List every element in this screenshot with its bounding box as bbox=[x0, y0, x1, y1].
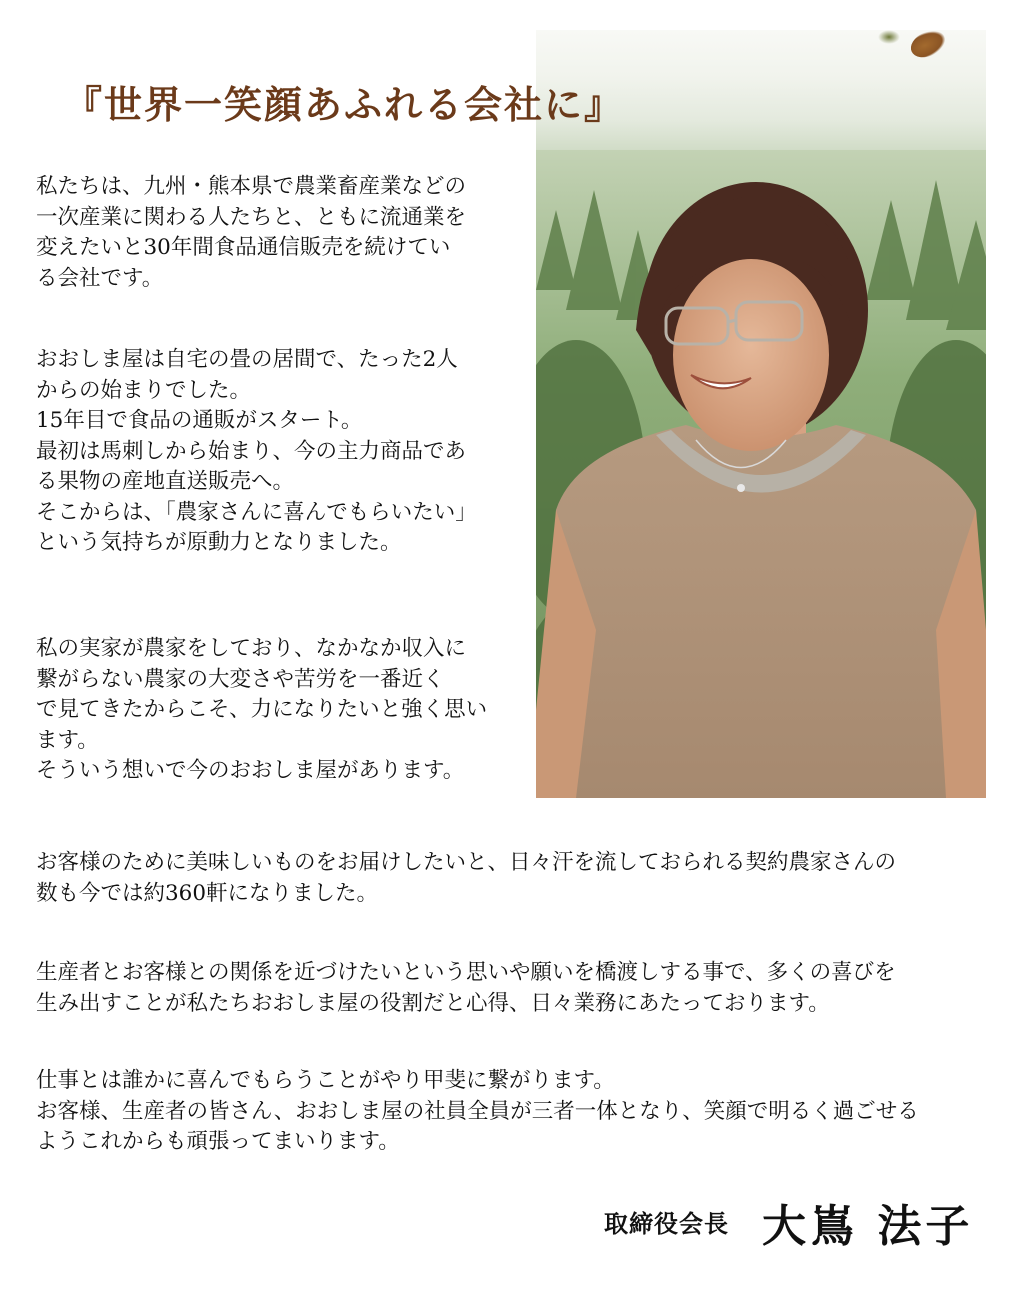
paragraph-line: る会社です。 bbox=[36, 265, 164, 291]
paragraph-line: そういう想いで今のおおしま屋があります。 bbox=[36, 758, 465, 783]
paragraph-line: 最初は馬刺しから始まり、今の主力商品であ bbox=[36, 438, 467, 464]
paragraph-line: ようこれからも頑張ってまいります。 bbox=[36, 1129, 400, 1154]
paragraph-line: 私たちは、九州・熊本県で農業畜産業などの bbox=[36, 174, 467, 199]
paragraph-line: で見てきたからこそ、力になりたいと強く思い bbox=[36, 697, 488, 722]
paragraph-line: お客様のために美味しいものをお届けしたいと、日々汗を流しておられる契約農家さんの bbox=[36, 850, 897, 875]
paragraph-line: 生み出すことが私たちおおしま屋の役割だと心得、日々業務にあたっております。 bbox=[36, 990, 830, 1016]
paragraph-line: からの始まりでした。 bbox=[36, 377, 252, 403]
paragraph-line: 15年目で食品の通販がスタート。 bbox=[36, 408, 363, 433]
paragraph-line: 私の実家が農家をしており、なかなか収入に bbox=[36, 636, 467, 661]
paragraph-line: お客様、生産者の皆さん、おおしま屋の社員全員が三者一体となり、笑顔で明るく過ごせる bbox=[36, 1098, 919, 1124]
chairman-portrait-photo bbox=[536, 150, 986, 798]
leaf-decoration bbox=[878, 30, 900, 44]
paragraph-line: 一次産業に関わる人たちと、ともに流通業を bbox=[36, 204, 467, 230]
paragraph-1 bbox=[36, 172, 466, 294]
page-title: 『世界一笑顔あふれる会社に』 bbox=[64, 82, 625, 127]
paragraph-line: おおしま屋は自宅の畳の居間で、たった2人 bbox=[36, 347, 458, 372]
signature-role: 取締役会長 bbox=[604, 1209, 729, 1238]
paragraph-line: 繋がらない農家の大変さや苦労を一番近く bbox=[36, 666, 445, 692]
paragraph-line: 仕事とは誰かに喜んでもらうことがやり甲斐に繋がります。 bbox=[36, 1068, 615, 1093]
paragraph-line: ます。 bbox=[36, 727, 99, 753]
paragraph-6 bbox=[36, 1066, 919, 1158]
paragraph-4 bbox=[36, 848, 896, 909]
paragraph-line: 数も今では約360軒になりました。 bbox=[36, 880, 379, 906]
paragraph-2 bbox=[36, 345, 477, 559]
paragraph-line: 生産者とお客様との関係を近づけたいという思いや願いを橋渡しする事で、多くの喜びを bbox=[36, 960, 896, 985]
paragraph-line: 変えたいと30年間食品通信販売を続けてい bbox=[36, 235, 451, 260]
paragraph-line: という気持ちが原動力となりました。 bbox=[36, 530, 402, 555]
signature bbox=[600, 1188, 990, 1252]
paragraph-5 bbox=[36, 958, 896, 1019]
paragraph-line: る果物の産地直送販売へ。 bbox=[36, 469, 295, 494]
signature-name: 大嶌 法子 bbox=[762, 1201, 974, 1252]
paragraph-line: そこからは、「農家さんに喜んでもらいたい」 bbox=[36, 499, 477, 525]
paragraph-3 bbox=[36, 634, 487, 787]
